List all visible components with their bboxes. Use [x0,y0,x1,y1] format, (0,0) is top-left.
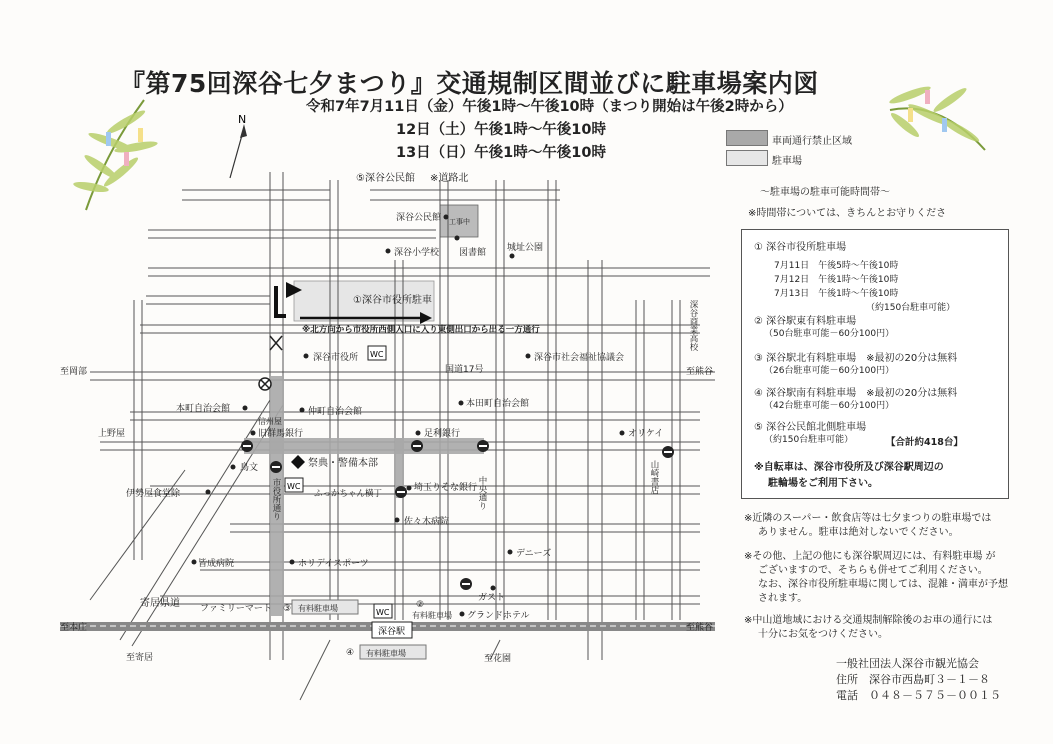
org-phone: 電話 ０４８－５７５－００１５ [836,689,1001,702]
label-to-hanazono: 至花園 [484,654,512,664]
label-grand-hotel: グランドホテル [467,611,530,621]
wc-label-3: WC [376,608,390,617]
lot-5-capacity: （約150台駐車可能） [764,435,854,445]
label-shinshu: 信州屋 [258,417,282,426]
label-motomachi: 本町自治会館 [176,404,231,414]
label-city-hall: 深谷市役所 [313,353,359,363]
label-kamino: 上野屋 [98,429,126,439]
label-p4: 有料駐車場 [366,649,406,658]
label-familymart: ファミリーマート [200,604,272,614]
note-line-8: 十分にお気をつけください。 [758,629,888,640]
label-road-north: ※道路北 [430,173,469,184]
label-circle2: ② [416,600,425,610]
label-to-kumagaya-2: 至熊谷 [686,623,714,633]
north-label: N [238,113,247,126]
parking-total: 【合計約418台】 [886,437,963,448]
lot-1-day2: 7月12日 午後1時～午後10時 [774,275,899,285]
note-line-1: ※近隣のスーパー・飲食店等は七夕まつりの駐車場では [744,513,992,524]
label-circle3: ③ [283,604,292,614]
label-p1: ①深谷市役所駐車 [353,295,432,306]
org-address: 住所 深谷市西島町３－１－８ [836,673,990,686]
label-yorii-road: 寄居県道 [140,598,180,609]
label-kominkan: 深谷公民館 [396,213,442,223]
date-line-1: 令和7年7月11日（金）午後1時～午後10時（まつり開始は午後2時から） [306,99,793,115]
lot-1-title: ① 深谷市役所駐車場 [754,242,847,253]
date-line-3: 13日（日）午後1時～午後10時 [396,145,606,161]
lot-1-capacity: （約150台駐車可能） [866,303,956,313]
label-oneway-note: ※北方向から市役所西側入口に入り東側出口から出る一方通行 [302,325,540,335]
north-arrow-icon [230,113,247,178]
label-torifumi: 鳥文 [240,463,259,473]
landmark-dots [192,215,625,617]
label-p2: 有料駐車場 [412,611,452,620]
label-gusto: ガスト [478,593,506,603]
note-line-4: ございますので、そちらも併せてご利用ください。 [758,565,988,576]
label-chuo-dori: 中央通り [477,476,487,510]
lot-2-title: ② 深谷駅東有料駐車場 [754,316,857,327]
note-line-5: なお、深谷市役所駐車場に関しては、混雑・満車が予想 [758,579,1008,590]
label-sasaki: 佐々木病院 [404,517,450,527]
fukaya-station-label: 深谷駅 [378,627,406,637]
parking-note: ※時間帯については、きちんとお守りくださ [748,208,947,219]
lot-3-capacity: （26台駐車可能－60分100円） [764,366,895,376]
label-shiyakusho-dori: 市役所通り [271,478,281,521]
label-yamazaki: 山崎書店 [649,460,659,494]
label-ashikaga: 足利銀行 [424,429,461,439]
bamboo-right-illustration [880,70,990,160]
label-castle-park: 城址公園 [507,243,544,253]
label-holiday: ホリデイスポーツ [298,559,369,569]
legend-parking-label: 駐車場 [772,156,802,167]
label-hq: 祭典・警備本部 [308,458,378,469]
org-name: 一般社団法人深谷市観光協会 [836,657,979,670]
label-orikei: オリケイ [628,429,664,439]
legend-closed-label: 車両通行禁止区域 [772,136,852,147]
lot-5-title: ⑤ 深谷公民館北側駐車場 [754,422,867,433]
label-p3: 有料駐車場 [298,604,338,613]
label-p5: ⑤深谷公民館 [356,173,415,184]
parking-heading: ～駐車場の駐車可能時間帯～ [760,187,890,198]
label-nakamachi: 仲町自治会館 [308,407,363,417]
note-line-3: ※その他、上記の他にも深谷駅周辺には、有料駐車場 が [744,551,996,562]
lot-3-title: ③ 深谷駅北有料駐車場 ※最初の20分は無料 [754,353,958,364]
note-line-6: されます。 [758,593,808,604]
label-to-honjo: 至本庄 [60,623,88,633]
date-line-2: 12日（土）午後1時～午後10時 [396,122,606,138]
note-line-7: ※中山道地域における交通規制解除後のお車の通行には [744,615,993,626]
wc-label-1: WC [370,350,384,359]
lot-4-title: ④ 深谷駅南有料駐車場 ※最初の20分は無料 [754,388,958,399]
page-title: 『第75回深谷七夕まつり』交通規制区間並びに駐車場案内図 [120,69,819,98]
label-isesaya: 伊勢屋食堂除 [126,489,181,499]
oneway-path [276,286,286,316]
label-dennys: デニーズ [516,549,552,559]
bicycle-note-2: 駐輪場をご利用下さい。 [768,478,878,489]
label-minaga: 皆成病院 [198,559,235,569]
label-circle4: ④ [346,648,355,658]
lot-1-day1: 7月11日 午後5時～午後10時 [774,261,899,271]
bicycle-note-1: ※自転車は、深谷市役所及び深谷駅周辺の [754,462,944,473]
label-shopping-street: 深谷商業高校 [688,300,698,351]
label-to-okabe: 至岡部 [60,367,88,377]
label-fukakaya: ふっかちゃん横丁 [314,489,383,499]
label-construction: 工事中 [449,218,470,226]
lot-2-capacity: （50台駐車可能－60分100円） [764,329,895,339]
lot-4-capacity: （42台駐車可能－60分100円） [764,401,895,411]
parking-info-panel [741,229,1009,499]
label-library: 図書館 [459,248,487,258]
label-old-bank: 旧群馬銀行 [258,429,304,439]
hq-diamond-icon [291,455,305,469]
label-to-kumagaya: 至熊谷 [686,367,714,377]
closed-road-nakasendo [244,438,484,454]
label-route17: 国道17号 [445,365,484,375]
label-school: 深谷小学校 [394,248,440,258]
wc-label-2: WC [287,482,301,491]
label-to-yorii: 至寄居 [126,653,154,663]
label-honden: 本田町自治会館 [466,399,530,409]
label-saitama-resona: 埼玉りそな銀行 [414,483,478,493]
lot-1-day3: 7月13日 午後1時～午後10時 [774,289,899,299]
note-line-2: ありません。駐車は絶対しないでください。 [758,527,959,538]
label-welfare: 深谷市社会福祉協議会 [534,353,625,363]
